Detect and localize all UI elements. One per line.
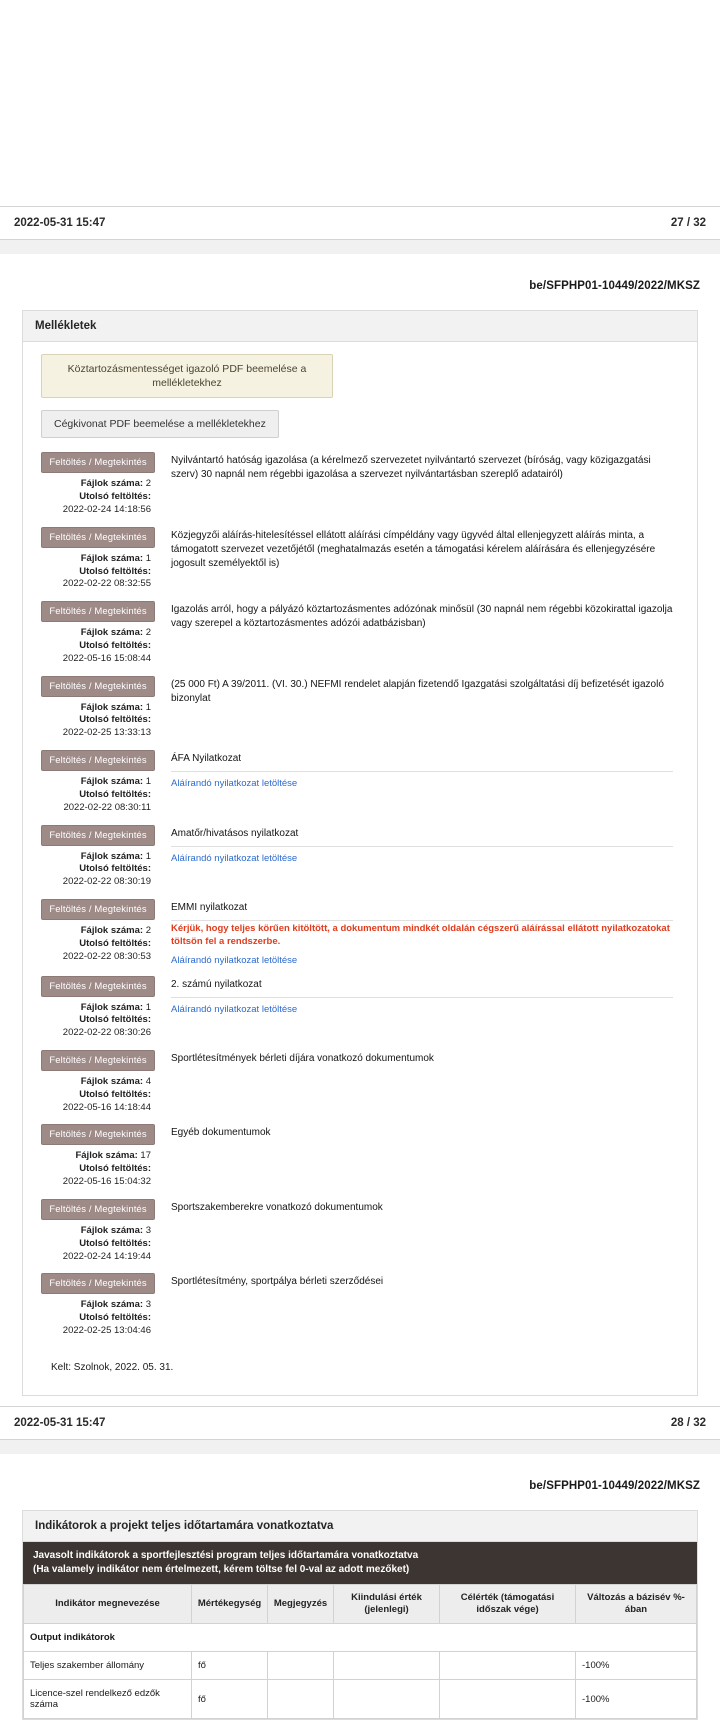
indicators-table-body — [24, 1624, 697, 1719]
file-count-label: Fájlok száma: — [80, 1001, 144, 1013]
attachment-description-area — [155, 1273, 687, 1293]
attachment-controls — [33, 527, 155, 591]
indicators-panel-title: Indikátorok a projekt teljes időtartamára vonatkoztatva — [23, 1511, 697, 1542]
indicator-base-value — [334, 1680, 440, 1719]
last-upload-label: Utolsó feltöltés: — [79, 937, 151, 949]
attachment-meta — [41, 771, 155, 814]
declaration-download-link[interactable]: Aláírandó nyilatkozat letöltése — [171, 1003, 298, 1015]
indicator-unit: fő — [192, 1652, 268, 1680]
attachment-description: Közjegyzői aláírás-hitelesítéssel ellátott aláírási címpéldány vagy ügyvéd által ellenjegyzett aláírás minta, a támogatott szervezet vezetőjétől (meghatalmazás esetén a támogatási kérelem aláírására és ellenjegyzésére jogosult személyektől is) — [171, 529, 656, 569]
indicators-panel — [22, 1510, 698, 1721]
col-base-value: Kiindulási érték (jelenlegi) — [334, 1584, 440, 1624]
col-note: Megjegyzés — [268, 1584, 334, 1624]
file-count-label: Fájlok száma: — [80, 627, 144, 639]
company-extract-upload-button[interactable]: Cégkivonat PDF beemelése a mellékletekhez — [41, 410, 279, 438]
attachment-row — [33, 1050, 687, 1114]
indicator-target-value — [440, 1680, 576, 1719]
declaration-download-link[interactable]: Aláírandó nyilatkozat letöltése — [171, 778, 298, 790]
attachment-controls — [33, 1199, 155, 1263]
attachment-meta — [41, 1145, 155, 1188]
last-upload-label: Utolsó feltöltés: — [79, 714, 151, 726]
tax-certificate-upload-button[interactable]: Köztartozásmentességet igazoló PDF beemelése a mellékletekhez — [41, 354, 333, 398]
attachment-controls — [33, 825, 155, 889]
last-upload-value: 2022-02-22 08:30:26 — [62, 1027, 151, 1039]
upload-view-button[interactable]: Feltöltés / Megtekintés — [41, 750, 155, 771]
attachment-description: Egyéb dokumentumok — [171, 1127, 271, 1139]
indicator-base-value — [334, 1652, 440, 1680]
file-count-value: 1 — [145, 776, 151, 788]
upload-view-button[interactable]: Feltöltés / Megtekintés — [41, 976, 155, 997]
declaration-download-link[interactable]: Aláírandó nyilatkozat letöltése — [171, 852, 298, 864]
col-indicator-name: Indikátor megnevezése — [24, 1584, 192, 1624]
last-upload-label: Utolsó feltöltés: — [79, 1014, 151, 1026]
indicator-name: Teljes szakember állomány — [24, 1652, 192, 1680]
attachment-description-area — [155, 676, 687, 710]
attachment-description-area — [155, 601, 687, 635]
attachment-description: EMMI nyilatkozat — [171, 901, 673, 921]
attachment-row — [33, 1124, 687, 1188]
last-upload-label: Utolsó feltöltés: — [79, 1312, 151, 1324]
upload-view-button[interactable]: Feltöltés / Megtekintés — [41, 452, 155, 473]
attachment-meta — [41, 997, 155, 1040]
footer-page-number-2: 28 / 32 — [670, 1416, 706, 1429]
file-count-label: Fájlok száma: — [75, 1150, 138, 1162]
attachment-description: Sportlétesítmények bérleti díjára vonatkozó dokumentumok — [171, 1053, 434, 1065]
file-count-label: Fájlok száma: — [80, 1224, 144, 1236]
attachment-description: Sportlétesítmény, sportpálya bérleti szerződései — [171, 1276, 384, 1288]
file-count-value: 2 — [145, 478, 151, 490]
attachment-description-area — [155, 527, 687, 575]
attachment-controls — [33, 1124, 155, 1188]
document-reference-2: be/SFPHP01-10449/2022/MKSZ — [529, 1479, 700, 1492]
page-separator-2 — [0, 1440, 720, 1454]
attachment-list — [33, 452, 687, 1337]
attachment-controls — [33, 750, 155, 814]
file-count-value: 17 — [140, 1150, 151, 1162]
indicator-note — [268, 1680, 334, 1719]
last-upload-value: 2022-05-16 15:08:44 — [62, 652, 151, 664]
file-count-value: 3 — [145, 1224, 151, 1236]
last-upload-value: 2022-02-22 08:30:53 — [62, 950, 151, 962]
attachment-row — [33, 1199, 687, 1263]
upload-view-button[interactable]: Feltöltés / Megtekintés — [41, 1050, 155, 1071]
file-count-value: 3 — [145, 1299, 151, 1311]
col-unit: Mértékegység — [192, 1584, 268, 1624]
attachment-controls — [33, 899, 155, 963]
declaration-download-link[interactable]: Aláírandó nyilatkozat letöltése — [171, 954, 298, 966]
file-count-value: 1 — [145, 850, 151, 862]
upload-view-button[interactable]: Feltöltés / Megtekintés — [41, 1124, 155, 1145]
indicator-row — [24, 1652, 697, 1680]
file-count-value: 4 — [145, 1076, 151, 1088]
last-upload-value: 2022-02-24 14:19:44 — [62, 1250, 151, 1262]
file-count-label: Fájlok száma: — [80, 850, 144, 862]
indicator-change-percent: -100% — [576, 1680, 697, 1719]
attachment-controls — [33, 601, 155, 665]
attachment-controls — [33, 452, 155, 516]
page-blank-area — [0, 0, 720, 206]
file-count-label: Fájlok száma: — [80, 1076, 144, 1088]
document-page-attachments — [0, 254, 720, 1406]
attachment-description-area — [155, 899, 687, 966]
attachment-description-area — [155, 750, 687, 789]
last-upload-value: 2022-02-25 13:04:46 — [62, 1324, 151, 1336]
attachment-description: Amatőr/hivatásos nyilatkozat — [171, 827, 673, 847]
attachment-meta — [41, 1294, 155, 1337]
last-upload-label: Utolsó feltöltés: — [79, 491, 151, 503]
upload-view-button[interactable]: Feltöltés / Megtekintés — [41, 1199, 155, 1220]
attachment-description-area — [155, 1199, 687, 1219]
attachment-row — [33, 452, 687, 516]
last-upload-value: 2022-02-22 08:30:19 — [62, 876, 151, 888]
attachment-meta — [41, 1220, 155, 1263]
page-footer-28 — [0, 1406, 720, 1440]
last-upload-label: Utolsó feltöltés: — [79, 565, 151, 577]
attachment-description: Nyilvántartó hatóság igazolása (a kérelmező szervezetet nyilvántartó szervezet (bíróság, vagy közigazgatási szerv) 30 napnál nem régebbi igazolása a szervezet nyilvántartásban szereplő adatairól) — [171, 455, 651, 481]
attachments-panel-title: Mellékletek — [23, 311, 697, 342]
col-change-percent: Változás a bázisév %-ában — [576, 1584, 697, 1624]
last-upload-value: 2022-02-25 13:33:13 — [62, 727, 151, 739]
indicator-note — [268, 1652, 334, 1680]
indicator-unit: fő — [192, 1680, 268, 1719]
file-count-value: 1 — [145, 552, 151, 564]
upload-view-button[interactable]: Feltöltés / Megtekintés — [41, 601, 155, 622]
attachment-meta — [41, 548, 155, 591]
date-place-line: Kelt: Szolnok, 2022. 05. 31. — [51, 1361, 174, 1373]
file-count-label: Fájlok száma: — [80, 552, 144, 564]
attachment-row — [33, 601, 687, 665]
attachment-description-area — [155, 825, 687, 864]
indicators-banner-line2: (Ha valamely indikátor nem értelmezett, kérem töltse fel 0-val az adott mezőket) — [33, 1563, 410, 1575]
attachment-warning: Kérjük, hogy teljes körűen kitöltött, a dokumentum mindkét oldalán cégszerű aláírással ellátott nyilatkozatokat töltsön fel a rendszerbe. — [171, 922, 670, 947]
attachment-controls — [33, 676, 155, 740]
attachment-description: (25 000 Ft) A 39/2011. (VI. 30.) NEFMI rendelet alapján fizetendő Igazgatási szolgáltatási díj befizetését igazoló bizonylat — [171, 678, 664, 704]
page-separator — [0, 240, 720, 254]
attachment-row — [33, 750, 687, 814]
upload-view-button[interactable]: Feltöltés / Megtekintés — [41, 825, 155, 846]
indicator-change-percent: -100% — [576, 1652, 697, 1680]
file-count-label: Fájlok száma: — [80, 776, 144, 788]
indicators-banner — [23, 1542, 697, 1584]
attachment-row — [33, 899, 687, 966]
attachment-controls — [33, 1273, 155, 1337]
file-count-label: Fájlok száma: — [80, 701, 144, 713]
attachment-description: Sportszakemberekre vonatkozó dokumentumok — [171, 1201, 383, 1213]
last-upload-label: Utolsó feltöltés: — [79, 1088, 151, 1100]
indicator-group-label: Output indikátorok — [24, 1624, 697, 1652]
upload-view-button[interactable]: Feltöltés / Megtekintés — [41, 1273, 155, 1294]
file-count-value: 2 — [145, 924, 151, 936]
last-upload-value: 2022-02-22 08:32:55 — [62, 578, 151, 590]
file-count-label: Fájlok száma: — [80, 478, 144, 490]
last-upload-value: 2022-05-16 14:18:44 — [62, 1101, 151, 1113]
indicator-row — [24, 1680, 697, 1719]
indicators-table — [23, 1584, 697, 1720]
last-upload-value: 2022-02-22 08:30:11 — [63, 801, 151, 813]
file-count-value: 1 — [145, 1001, 151, 1013]
file-count-label: Fájlok száma: — [80, 924, 144, 936]
attachments-panel-body — [23, 342, 697, 1395]
upload-view-button[interactable]: Feltöltés / Megtekintés — [41, 527, 155, 548]
footer-timestamp-2: 2022-05-31 15:47 — [14, 1416, 106, 1429]
attachment-description: Igazolás arról, hogy a pályázó köztartozásmentes adózónak minősül (30 napnál nem régebbi közokirattal igazolja vagy szerepel a köztartozásmentes adózói adatbázisban) — [171, 604, 673, 630]
attachment-controls — [33, 1050, 155, 1114]
last-upload-label: Utolsó feltöltés: — [79, 863, 151, 875]
page-footer-27 — [0, 206, 720, 240]
last-upload-label: Utolsó feltöltés: — [79, 788, 151, 800]
attachment-description: ÁFA Nyilatkozat — [171, 752, 673, 772]
indicator-target-value — [440, 1652, 576, 1680]
attachment-description-area — [155, 452, 687, 486]
indicator-name: Licence-szel rendelkező edzők száma — [24, 1680, 192, 1719]
indicators-banner-line1: Javasolt indikátorok a sportfejlesztési program teljes időtartamára vonatkoztatva — [33, 1549, 419, 1561]
attachment-description-area — [155, 1050, 687, 1070]
last-upload-value: 2022-05-16 15:04:32 — [62, 1176, 151, 1188]
attachment-description-area — [155, 976, 687, 1015]
footer-page-number: 27 / 32 — [670, 217, 706, 229]
attachment-row — [33, 825, 687, 889]
attachment-description: 2. számú nyilatkozat — [171, 978, 673, 998]
upload-view-button[interactable]: Feltöltés / Megtekintés — [41, 676, 155, 697]
attachment-meta — [41, 920, 155, 963]
attachment-meta — [41, 473, 155, 516]
attachment-row — [33, 1273, 687, 1337]
indicators-table-header-row — [24, 1584, 697, 1624]
document-page-indicators — [0, 1454, 720, 1730]
attachment-row — [33, 976, 687, 1040]
attachment-row — [33, 676, 687, 740]
attachment-meta — [41, 697, 155, 740]
file-count-label: Fájlok száma: — [80, 1299, 144, 1311]
upload-view-button[interactable]: Feltöltés / Megtekintés — [41, 899, 155, 920]
document-reference: be/SFPHP01-10449/2022/MKSZ — [529, 280, 700, 292]
attachment-meta — [41, 846, 155, 889]
file-count-value: 1 — [145, 701, 151, 713]
attachment-row — [33, 527, 687, 591]
footer-timestamp: 2022-05-31 15:47 — [14, 217, 106, 229]
attachments-panel — [22, 310, 698, 1396]
last-upload-value: 2022-02-24 14:18:56 — [62, 503, 151, 515]
indicator-group-row — [24, 1624, 697, 1652]
col-target-value: Célérték (támogatási időszak vége) — [440, 1584, 576, 1624]
last-upload-label: Utolsó feltöltés: — [79, 640, 151, 652]
attachment-controls — [33, 976, 155, 1040]
attachment-description-area — [155, 1124, 687, 1144]
attachment-meta — [41, 1071, 155, 1114]
last-upload-label: Utolsó feltöltés: — [79, 1163, 151, 1175]
attachment-meta — [41, 622, 155, 665]
file-count-value: 2 — [145, 627, 151, 639]
last-upload-label: Utolsó feltöltés: — [79, 1237, 151, 1249]
